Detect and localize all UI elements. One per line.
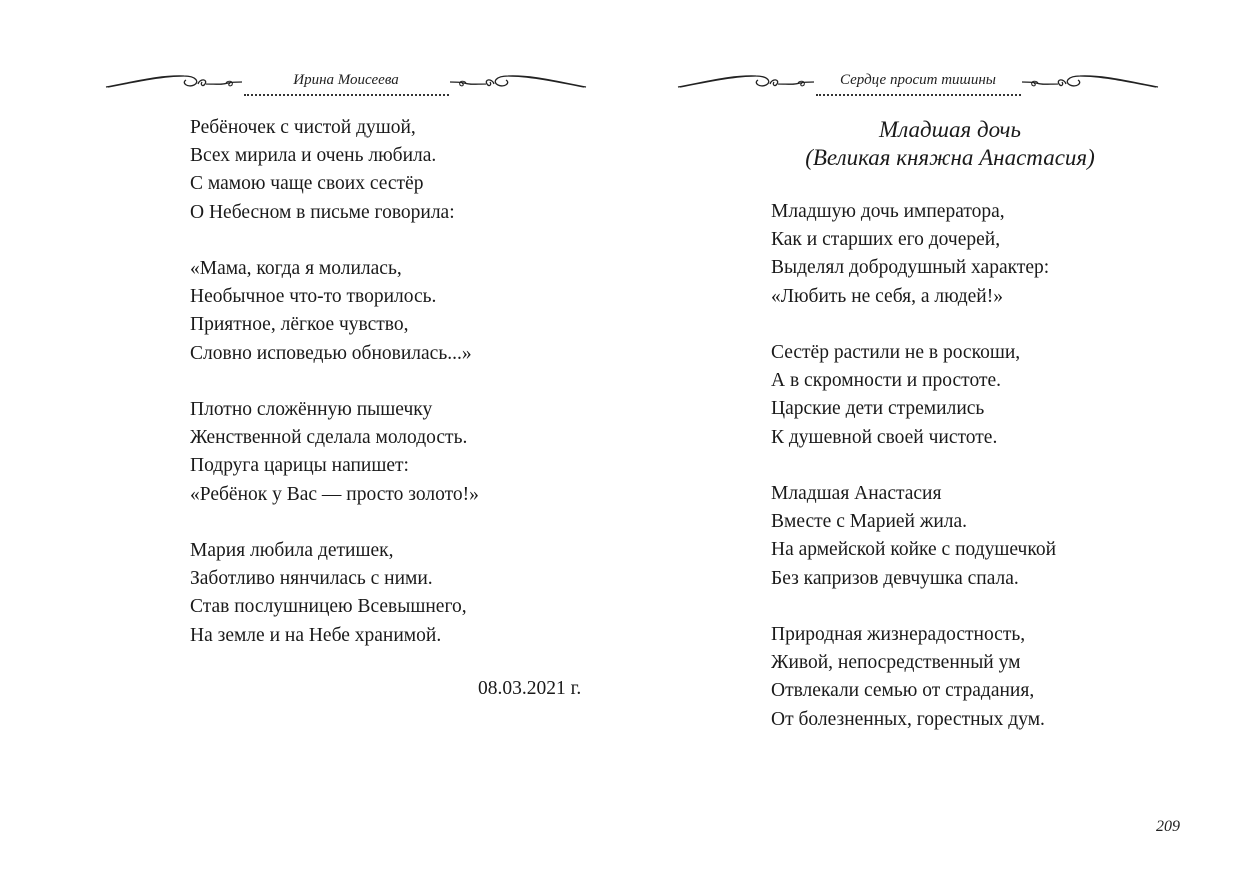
poem-line: От болезненных, горестных дум. <box>771 708 1045 730</box>
poem-line: Заботливо нянчилась с ними. <box>190 568 433 590</box>
poem-line: Живой, непосредственный ум <box>771 652 1021 674</box>
running-head-book-title: Сердце просит тишины <box>840 72 996 88</box>
flourish-right-icon <box>1020 70 1160 92</box>
running-head-left <box>104 66 588 106</box>
poem-line: Став послушницею Всевышнего, <box>190 596 467 618</box>
poem-line: «Ребёнок у Вас — просто золото!» <box>190 483 479 505</box>
running-head-dotted-rule <box>816 94 1021 96</box>
poem-line: О Небесном в письме говорила: <box>190 201 455 223</box>
stanza <box>771 621 1056 734</box>
poem-line: Сестёр растили не в роскоши, <box>771 342 1021 363</box>
poem-left <box>190 114 479 678</box>
running-head-author: Ирина Моисеева <box>293 72 399 88</box>
poem-subtitle-line: (Великая княжна Анастасия) <box>805 145 1095 170</box>
poem-line: К душевной своей чистоте. <box>771 426 998 448</box>
poem-line: На армейской койке с подушечкой <box>771 539 1057 561</box>
poem-line: Отвлекали семью от страдания, <box>771 680 1035 702</box>
poem-line: С мамою чаще своих сестёр <box>190 173 424 195</box>
poem-line: Словно исповедью обновилась...» <box>190 342 472 364</box>
poem-title <box>630 116 1260 172</box>
poem-line: На земле и на Небе хранимой. <box>190 624 442 646</box>
flourish-right-icon <box>448 70 588 92</box>
running-head-right <box>676 66 1160 106</box>
poem-line: Приятное, лёгкое чувство, <box>190 314 409 336</box>
page-number: 209 <box>1156 818 1180 835</box>
stanza <box>190 537 479 650</box>
stanza <box>190 114 479 227</box>
stanza <box>771 198 1056 311</box>
poem-date: 08.03.2021 г. <box>478 678 582 699</box>
poem-line: Плотно сложённую пышечку <box>190 399 433 420</box>
poem-right <box>771 198 1056 762</box>
right-page <box>630 0 1260 882</box>
poem-line: Как и старших его дочерей, <box>771 229 1001 251</box>
running-head-dotted-rule <box>244 94 449 96</box>
poem-line: Женственной сделала молодость. <box>190 427 468 449</box>
stanza <box>771 339 1056 452</box>
poem-line: Выделял добродушный характер: <box>771 257 1050 279</box>
poem-line: Необычное что-то творилось. <box>190 286 437 308</box>
poem-line: Младшая Анастасия <box>771 483 942 504</box>
poem-line: «Любить не себя, а людей!» <box>771 285 1003 307</box>
poem-line: Природная жизнерадостность, <box>771 624 1026 645</box>
poem-line: А в скромности и простоте. <box>771 370 1001 392</box>
stanza <box>190 396 479 509</box>
poem-line: Без капризов девчушка спала. <box>771 567 1019 589</box>
poem-line: Мария любила детишек, <box>190 540 394 561</box>
poem-line: Младшую дочь императора, <box>771 201 1005 222</box>
poem-line: Подруга царицы напишет: <box>190 455 409 477</box>
poem-line: Вместе с Марией жила. <box>771 511 968 533</box>
stanza <box>771 480 1056 593</box>
stanza <box>190 255 479 368</box>
poem-line: «Мама, когда я молилась, <box>190 258 402 279</box>
poem-title-line: Младшая дочь <box>879 117 1021 142</box>
poem-line: Всех мирила и очень любила. <box>190 145 437 167</box>
poem-line: Ребёночек с чистой душой, <box>190 117 416 138</box>
poem-line: Царские дети стремились <box>771 398 985 420</box>
